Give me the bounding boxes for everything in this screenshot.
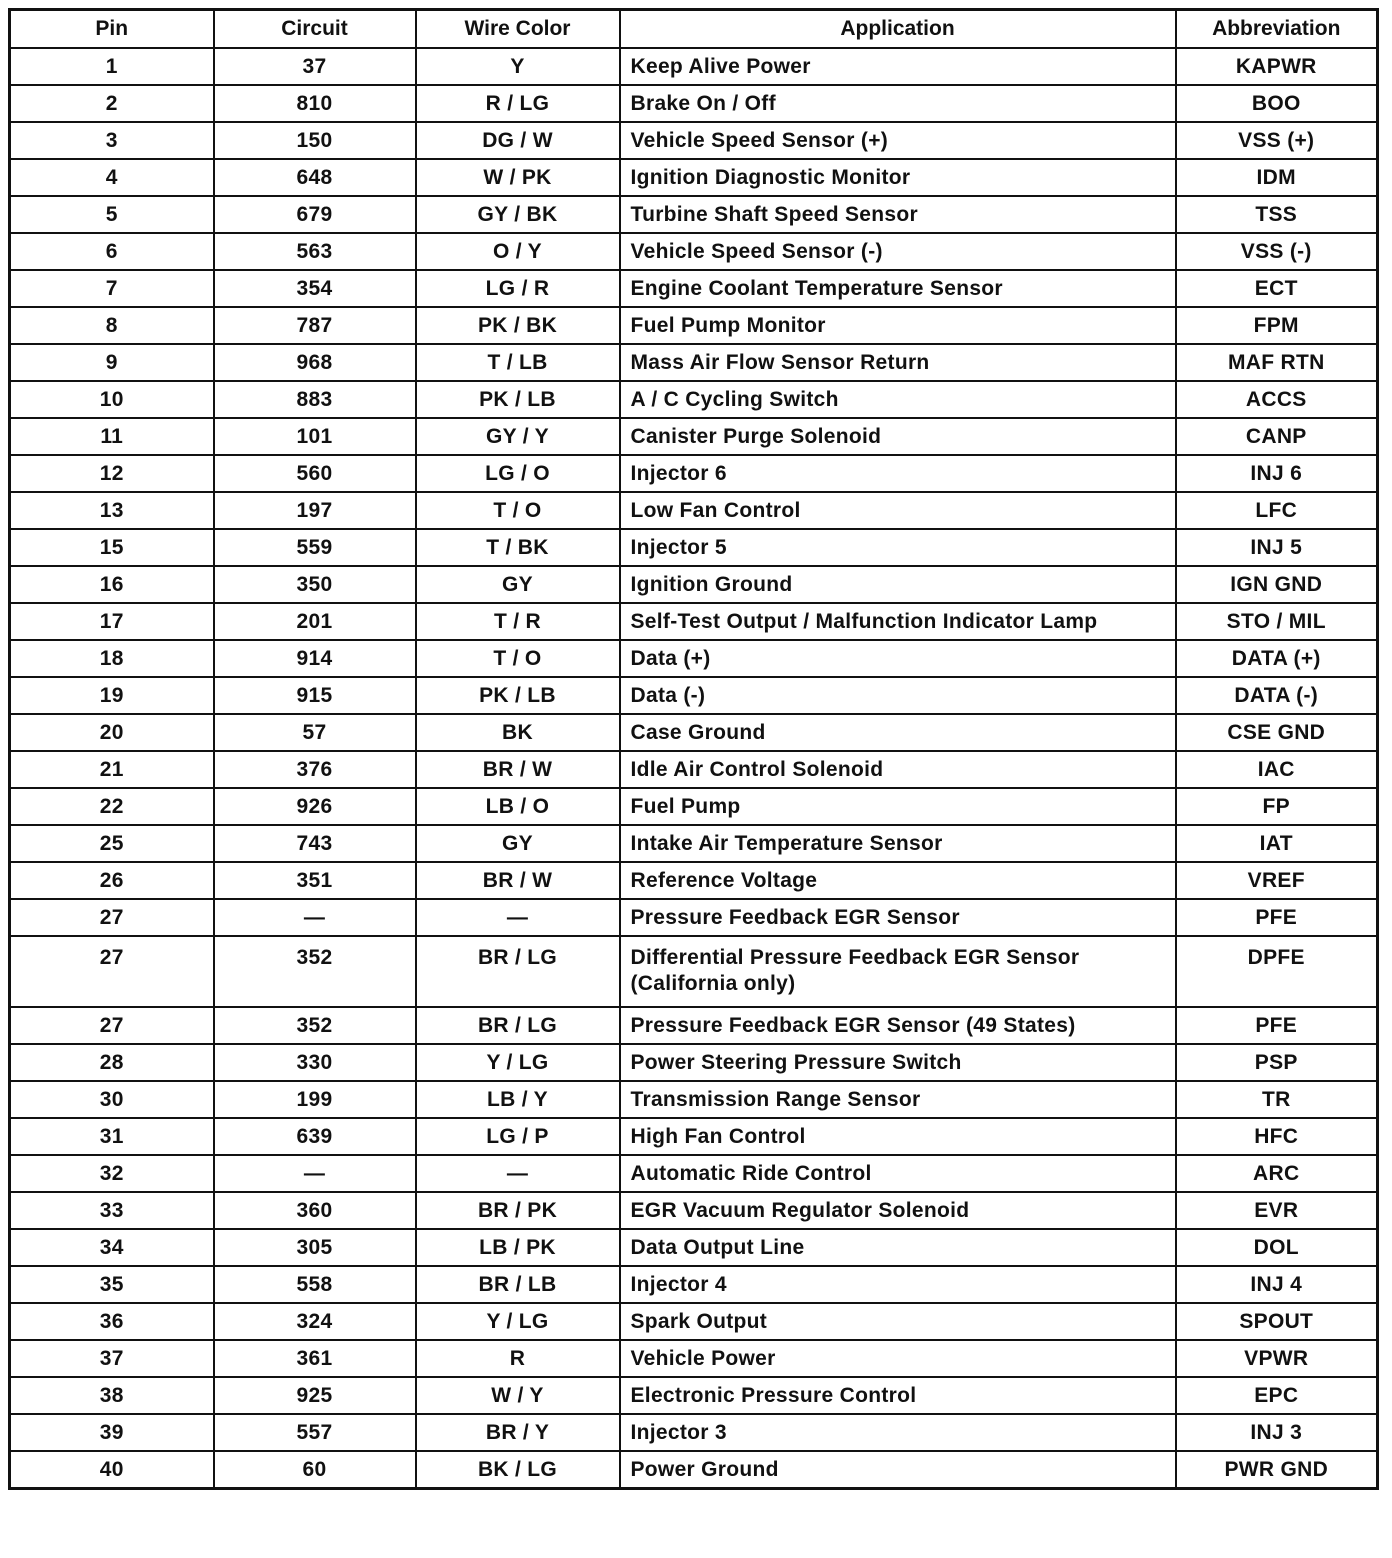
cell-circuit: 558	[214, 1266, 416, 1303]
cell-application: Case Ground	[620, 714, 1176, 751]
header-wire-color: Wire Color	[416, 10, 620, 49]
table-row	[10, 751, 1378, 788]
header-pin: Pin	[10, 10, 214, 49]
cell-abbreviation: INJ 5	[1176, 529, 1378, 566]
cell-wire-color: GY / BK	[416, 196, 620, 233]
cell-wire-color: R	[416, 1340, 620, 1377]
cell-abbreviation: DPFE	[1176, 936, 1378, 1007]
cell-abbreviation: VSS (+)	[1176, 122, 1378, 159]
cell-circuit: 563	[214, 233, 416, 270]
cell-application: Data Output Line	[620, 1229, 1176, 1266]
cell-abbreviation: ECT	[1176, 270, 1378, 307]
cell-wire-color: W / PK	[416, 159, 620, 196]
cell-application: Ignition Ground	[620, 566, 1176, 603]
cell-wire-color: —	[416, 1155, 620, 1192]
cell-abbreviation: EPC	[1176, 1377, 1378, 1414]
cell-abbreviation: VPWR	[1176, 1340, 1378, 1377]
cell-circuit: 57	[214, 714, 416, 751]
cell-pin: 4	[10, 159, 214, 196]
cell-pin: 40	[10, 1451, 214, 1489]
table-row	[10, 1192, 1378, 1229]
cell-circuit: 101	[214, 418, 416, 455]
cell-abbreviation: FPM	[1176, 307, 1378, 344]
table-row	[10, 48, 1378, 85]
cell-application: Power Ground	[620, 1451, 1176, 1489]
cell-abbreviation: DOL	[1176, 1229, 1378, 1266]
cell-circuit: 810	[214, 85, 416, 122]
table-row	[10, 159, 1378, 196]
table-row	[10, 492, 1378, 529]
header-circuit: Circuit	[214, 10, 416, 49]
cell-application: EGR Vacuum Regulator Solenoid	[620, 1192, 1176, 1229]
cell-application: Turbine Shaft Speed Sensor	[620, 196, 1176, 233]
cell-wire-color: T / R	[416, 603, 620, 640]
cell-wire-color: PK / LB	[416, 677, 620, 714]
table-row	[10, 381, 1378, 418]
cell-circuit: 557	[214, 1414, 416, 1451]
cell-circuit: 37	[214, 48, 416, 85]
cell-pin: 9	[10, 344, 214, 381]
cell-circuit: 330	[214, 1044, 416, 1081]
cell-application: Injector 3	[620, 1414, 1176, 1451]
cell-pin: 13	[10, 492, 214, 529]
cell-wire-color: BR / PK	[416, 1192, 620, 1229]
cell-abbreviation: IDM	[1176, 159, 1378, 196]
cell-abbreviation: EVR	[1176, 1192, 1378, 1229]
cell-pin: 35	[10, 1266, 214, 1303]
table-row	[10, 1414, 1378, 1451]
table-row	[10, 936, 1378, 1007]
cell-pin: 27	[10, 936, 214, 1007]
cell-abbreviation: BOO	[1176, 85, 1378, 122]
table-row	[10, 1266, 1378, 1303]
cell-wire-color: GY	[416, 825, 620, 862]
table-row	[10, 418, 1378, 455]
cell-wire-color: BR / W	[416, 751, 620, 788]
cell-pin: 27	[10, 1007, 214, 1044]
cell-abbreviation: PSP	[1176, 1044, 1378, 1081]
cell-abbreviation: VSS (-)	[1176, 233, 1378, 270]
table-row	[10, 307, 1378, 344]
cell-circuit: 354	[214, 270, 416, 307]
table-row	[10, 1340, 1378, 1377]
cell-pin: 11	[10, 418, 214, 455]
cell-pin: 38	[10, 1377, 214, 1414]
cell-pin: 3	[10, 122, 214, 159]
cell-abbreviation: IAT	[1176, 825, 1378, 862]
pin-table	[8, 8, 1379, 1490]
cell-pin: 25	[10, 825, 214, 862]
cell-application: Vehicle Speed Sensor (-)	[620, 233, 1176, 270]
cell-wire-color: R / LG	[416, 85, 620, 122]
cell-application: Spark Output	[620, 1303, 1176, 1340]
cell-application: Transmission Range Sensor	[620, 1081, 1176, 1118]
header-row	[10, 10, 1378, 49]
cell-circuit: 743	[214, 825, 416, 862]
cell-pin: 2	[10, 85, 214, 122]
cell-wire-color: BR / LB	[416, 1266, 620, 1303]
table-row	[10, 1155, 1378, 1192]
cell-pin: 33	[10, 1192, 214, 1229]
table-row	[10, 677, 1378, 714]
cell-circuit: 787	[214, 307, 416, 344]
cell-circuit: 648	[214, 159, 416, 196]
cell-wire-color: O / Y	[416, 233, 620, 270]
cell-circuit: —	[214, 1155, 416, 1192]
cell-application: Injector 6	[620, 455, 1176, 492]
cell-wire-color: T / O	[416, 492, 620, 529]
cell-circuit: 351	[214, 862, 416, 899]
cell-circuit: 352	[214, 1007, 416, 1044]
cell-circuit: 199	[214, 1081, 416, 1118]
cell-application: Fuel Pump Monitor	[620, 307, 1176, 344]
cell-abbreviation: MAF RTN	[1176, 344, 1378, 381]
cell-wire-color: T / O	[416, 640, 620, 677]
table-row	[10, 455, 1378, 492]
cell-circuit: 559	[214, 529, 416, 566]
cell-abbreviation: TSS	[1176, 196, 1378, 233]
cell-abbreviation: TR	[1176, 1081, 1378, 1118]
table-row	[10, 1451, 1378, 1489]
table-row	[10, 344, 1378, 381]
cell-application: Engine Coolant Temperature Sensor	[620, 270, 1176, 307]
cell-application: Vehicle Power	[620, 1340, 1176, 1377]
cell-pin: 32	[10, 1155, 214, 1192]
cell-abbreviation: INJ 3	[1176, 1414, 1378, 1451]
cell-application: Injector 4	[620, 1266, 1176, 1303]
table-row	[10, 825, 1378, 862]
cell-wire-color: BR / Y	[416, 1414, 620, 1451]
table-body	[10, 48, 1378, 1489]
cell-wire-color: BK	[416, 714, 620, 751]
cell-wire-color: BK / LG	[416, 1451, 620, 1489]
cell-application: Intake Air Temperature Sensor	[620, 825, 1176, 862]
cell-pin: 10	[10, 381, 214, 418]
cell-application: Keep Alive Power	[620, 48, 1176, 85]
cell-circuit: 925	[214, 1377, 416, 1414]
table-row	[10, 196, 1378, 233]
table-row	[10, 640, 1378, 677]
cell-abbreviation: CSE GND	[1176, 714, 1378, 751]
table-row	[10, 714, 1378, 751]
cell-pin: 37	[10, 1340, 214, 1377]
cell-circuit: 352	[214, 936, 416, 1007]
cell-abbreviation: INJ 4	[1176, 1266, 1378, 1303]
cell-pin: 36	[10, 1303, 214, 1340]
cell-abbreviation: CANP	[1176, 418, 1378, 455]
table-row	[10, 899, 1378, 936]
cell-wire-color: W / Y	[416, 1377, 620, 1414]
cell-pin: 28	[10, 1044, 214, 1081]
cell-circuit: 915	[214, 677, 416, 714]
cell-pin: 8	[10, 307, 214, 344]
cell-pin: 39	[10, 1414, 214, 1451]
table-row	[10, 1377, 1378, 1414]
cell-application: Fuel Pump	[620, 788, 1176, 825]
table-row	[10, 1303, 1378, 1340]
cell-wire-color: GY / Y	[416, 418, 620, 455]
table-row	[10, 566, 1378, 603]
cell-pin: 12	[10, 455, 214, 492]
cell-wire-color: BR / W	[416, 862, 620, 899]
table-row	[10, 270, 1378, 307]
cell-application: Reference Voltage	[620, 862, 1176, 899]
cell-wire-color: GY	[416, 566, 620, 603]
cell-wire-color: LG / P	[416, 1118, 620, 1155]
cell-abbreviation: LFC	[1176, 492, 1378, 529]
table-row	[10, 862, 1378, 899]
cell-abbreviation: PFE	[1176, 899, 1378, 936]
cell-abbreviation: IAC	[1176, 751, 1378, 788]
cell-circuit: 926	[214, 788, 416, 825]
cell-application: High Fan Control	[620, 1118, 1176, 1155]
cell-abbreviation: DATA (+)	[1176, 640, 1378, 677]
cell-application: Electronic Pressure Control	[620, 1377, 1176, 1414]
table-row	[10, 1118, 1378, 1155]
cell-abbreviation: DATA (-)	[1176, 677, 1378, 714]
cell-pin: 6	[10, 233, 214, 270]
cell-circuit: 361	[214, 1340, 416, 1377]
cell-pin: 16	[10, 566, 214, 603]
cell-pin: 7	[10, 270, 214, 307]
cell-pin: 5	[10, 196, 214, 233]
cell-application: Power Steering Pressure Switch	[620, 1044, 1176, 1081]
cell-circuit: 360	[214, 1192, 416, 1229]
cell-application: Data (+)	[620, 640, 1176, 677]
cell-wire-color: BR / LG	[416, 936, 620, 1007]
cell-wire-color: LG / O	[416, 455, 620, 492]
cell-application: Differential Pressure Feedback EGR Sensor (California only)	[620, 936, 1176, 1007]
cell-circuit: 560	[214, 455, 416, 492]
cell-circuit: 350	[214, 566, 416, 603]
cell-circuit: 324	[214, 1303, 416, 1340]
cell-wire-color: T / LB	[416, 344, 620, 381]
cell-circuit: 968	[214, 344, 416, 381]
table-row	[10, 122, 1378, 159]
cell-wire-color: PK / LB	[416, 381, 620, 418]
cell-pin: 27	[10, 899, 214, 936]
cell-pin: 30	[10, 1081, 214, 1118]
table-row	[10, 1044, 1378, 1081]
table-row	[10, 1081, 1378, 1118]
cell-pin: 19	[10, 677, 214, 714]
cell-pin: 31	[10, 1118, 214, 1155]
cell-pin: 18	[10, 640, 214, 677]
cell-application: A / C Cycling Switch	[620, 381, 1176, 418]
cell-abbreviation: ARC	[1176, 1155, 1378, 1192]
cell-pin: 22	[10, 788, 214, 825]
cell-wire-color: T / BK	[416, 529, 620, 566]
table-row	[10, 1007, 1378, 1044]
cell-circuit: 376	[214, 751, 416, 788]
cell-application: Vehicle Speed Sensor (+)	[620, 122, 1176, 159]
cell-application: Automatic Ride Control	[620, 1155, 1176, 1192]
cell-circuit: 914	[214, 640, 416, 677]
cell-pin: 1	[10, 48, 214, 85]
cell-abbreviation: IGN GND	[1176, 566, 1378, 603]
cell-abbreviation: HFC	[1176, 1118, 1378, 1155]
cell-pin: 21	[10, 751, 214, 788]
cell-wire-color: LB / Y	[416, 1081, 620, 1118]
cell-wire-color: Y / LG	[416, 1303, 620, 1340]
table-row	[10, 85, 1378, 122]
cell-wire-color: Y / LG	[416, 1044, 620, 1081]
cell-abbreviation: PFE	[1176, 1007, 1378, 1044]
cell-circuit: 883	[214, 381, 416, 418]
cell-application: Pressure Feedback EGR Sensor	[620, 899, 1176, 936]
cell-application: Pressure Feedback EGR Sensor (49 States)	[620, 1007, 1176, 1044]
cell-circuit: 197	[214, 492, 416, 529]
cell-circuit: 60	[214, 1451, 416, 1489]
cell-abbreviation: STO / MIL	[1176, 603, 1378, 640]
cell-wire-color: LG / R	[416, 270, 620, 307]
table-row	[10, 788, 1378, 825]
header-abbreviation: Abbreviation	[1176, 10, 1378, 49]
cell-application: Data (-)	[620, 677, 1176, 714]
cell-circuit: 679	[214, 196, 416, 233]
table-row	[10, 1229, 1378, 1266]
cell-abbreviation: KAPWR	[1176, 48, 1378, 85]
cell-circuit: 201	[214, 603, 416, 640]
cell-wire-color: BR / LG	[416, 1007, 620, 1044]
cell-application: Canister Purge Solenoid	[620, 418, 1176, 455]
cell-application: Mass Air Flow Sensor Return	[620, 344, 1176, 381]
cell-circuit: 305	[214, 1229, 416, 1266]
cell-wire-color: LB / O	[416, 788, 620, 825]
table-row	[10, 233, 1378, 270]
cell-application: Ignition Diagnostic Monitor	[620, 159, 1176, 196]
cell-abbreviation: FP	[1176, 788, 1378, 825]
header-application: Application	[620, 10, 1176, 49]
cell-pin: 20	[10, 714, 214, 751]
cell-application: Low Fan Control	[620, 492, 1176, 529]
cell-abbreviation: VREF	[1176, 862, 1378, 899]
cell-wire-color: PK / BK	[416, 307, 620, 344]
cell-pin: 34	[10, 1229, 214, 1266]
cell-pin: 26	[10, 862, 214, 899]
cell-application: Self-Test Output / Malfunction Indicator Lamp	[620, 603, 1176, 640]
table-header	[10, 10, 1378, 49]
table-row	[10, 529, 1378, 566]
cell-circuit: —	[214, 899, 416, 936]
cell-application: Idle Air Control Solenoid	[620, 751, 1176, 788]
cell-wire-color: LB / PK	[416, 1229, 620, 1266]
cell-circuit: 639	[214, 1118, 416, 1155]
cell-abbreviation: INJ 6	[1176, 455, 1378, 492]
cell-application: Brake On / Off	[620, 85, 1176, 122]
cell-wire-color: —	[416, 899, 620, 936]
cell-pin: 17	[10, 603, 214, 640]
cell-abbreviation: PWR GND	[1176, 1451, 1378, 1489]
table-row	[10, 603, 1378, 640]
cell-abbreviation: SPOUT	[1176, 1303, 1378, 1340]
cell-wire-color: Y	[416, 48, 620, 85]
cell-wire-color: DG / W	[416, 122, 620, 159]
cell-pin: 15	[10, 529, 214, 566]
cell-abbreviation: ACCS	[1176, 381, 1378, 418]
cell-circuit: 150	[214, 122, 416, 159]
cell-application: Injector 5	[620, 529, 1176, 566]
